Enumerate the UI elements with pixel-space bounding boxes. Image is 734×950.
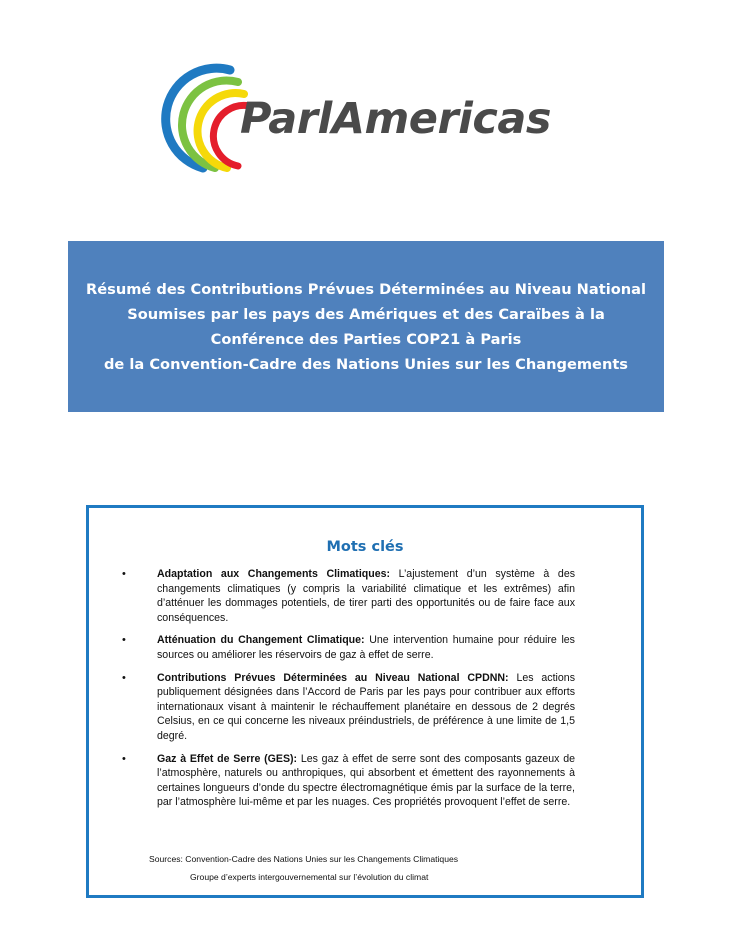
keywords-list	[89, 567, 641, 818]
keyword-term: Atténuation du Changement Climatique:	[157, 634, 365, 647]
keyword-term: Adaptation aux Changements Climatiques:	[157, 568, 391, 580]
document-title-banner	[68, 241, 664, 412]
list-item	[89, 567, 641, 625]
keywords-title: Mots clés	[326, 539, 404, 555]
bullet-icon: •	[122, 752, 126, 765]
title-line: Conférence des Parties COP21 à Paris	[210, 330, 522, 348]
sources-line: Groupe d’experts intergouvernemental sur l’évolution du climat	[190, 872, 429, 882]
list-item	[89, 671, 641, 744]
bullet-icon: •	[122, 634, 126, 647]
parlamericas-logo	[158, 58, 578, 178]
list-item	[89, 752, 641, 810]
title-line: Résumé des Contributions Prévues Déterminées au Niveau National	[86, 280, 646, 298]
keyword-definition: Les actions publiquement désignées dans l’Accord de Paris par les pays pour contribuer aux efforts internationaux visant à maintenir le réchauffement planétaire en dessous de 2 degrés Celsius, en ce qui concerne les niveaux préindustriels, de préférence à une limite de 1,5 degré.	[157, 671, 575, 742]
keyword-definition: L’ajustement d’un système à des changements climatiques (y compris la variabilité climatique et les extrêmes) afin d’atténuer les dommages potentiels, de tirer parti des opportunités ou de faire face aux conséquences.	[157, 568, 576, 624]
title-line: de la Convention-Cadre des Nations Unies sur les Changements	[103, 355, 628, 373]
keyword-term: Gaz à Effet de Serre (GES):	[157, 752, 298, 765]
keywords-box	[86, 505, 644, 898]
bullet-icon: •	[122, 671, 126, 684]
logo-wordmark: ParlAmericas	[240, 94, 552, 144]
keyword-definition: Une intervention humaine pour réduire les sources ou améliorer les réservoirs de gaz à effet de serre.	[157, 634, 575, 661]
sources-line: Sources: Convention-Cadre des Nations Unies sur les Changements Climatiques	[149, 854, 459, 864]
keyword-term: Contributions Prévues Déterminées au Niveau National CPDNN:	[157, 671, 509, 684]
keyword-definition: Les gaz à effet de serre sont des composants gazeux de l’atmosphère, naturels ou anthropiques, qui absorbent et émettent des rayonnements à certaines longueurs d’onde du spectre électromagnétique émis par la surface de la terre, par l’atmosphère lui-même et par les nuages. Ces propriétés provoquent l’effet de serre.	[157, 752, 575, 809]
list-item	[89, 633, 641, 662]
title-line: Soumises par les pays des Amériques et des Caraïbes à la	[127, 305, 605, 323]
bullet-icon: •	[122, 568, 126, 580]
